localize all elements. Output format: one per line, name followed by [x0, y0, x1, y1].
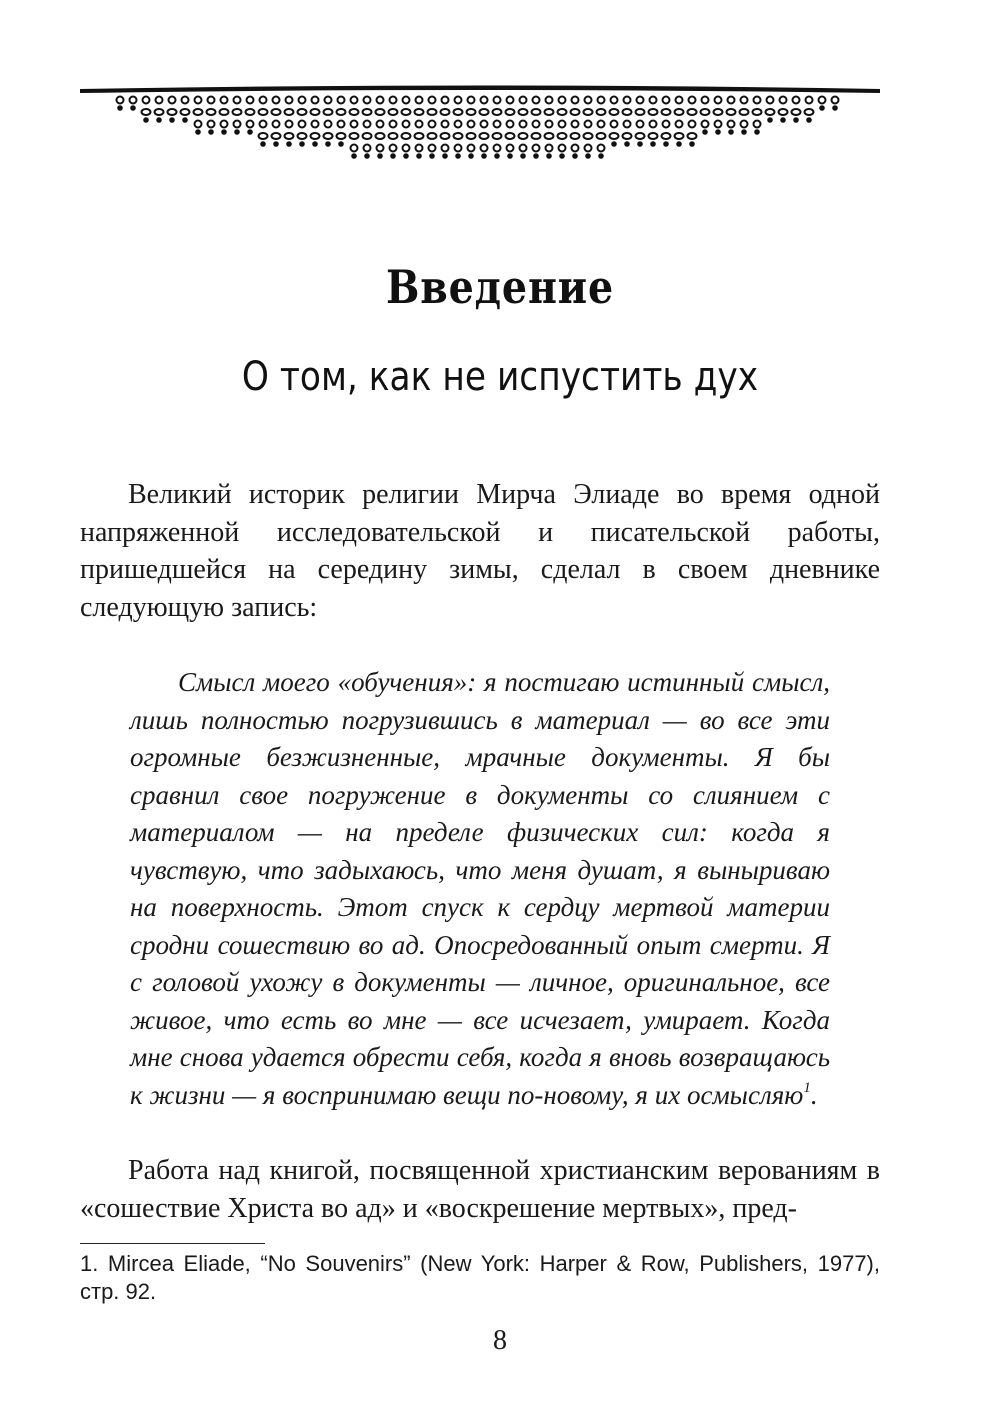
- footnote-divider: [80, 1243, 265, 1244]
- paragraph-intro: [80, 476, 880, 626]
- paragraph-continuation-text: Работа над книгой, посвященной христианским верованиям в «сошествие Христа во ад» и «воскрешение мертвых», пред-: [80, 1155, 880, 1224]
- chapter-subtitle: О том, как не испустить дух: [241, 354, 759, 400]
- block-quote-end: .: [810, 1079, 818, 1110]
- paragraph-continuation: [80, 1152, 880, 1227]
- footnote: 1. Mircea Eliade, “No Souvenirs” (New York: Harper & Row, Publishers, 1977), стр. 92.: [80, 1251, 880, 1304]
- decorative-ornament-icon: [80, 84, 880, 164]
- paragraph-intro-text: Великий историк религии Мирча Элиаде во время одной напряженной исследовательской и писательской работы, пришедшейся на середину зимы, сделал в своем дневнике следующую запись:: [80, 479, 880, 623]
- chapter-title: Введение: [386, 260, 614, 314]
- page-number: 8: [493, 1325, 507, 1356]
- block-quote: [130, 664, 830, 1114]
- block-quote-text: Смысл моего «обучения»: я постигаю истинный смысл, лишь полностью погрузившись в материал — во все эти огромные безжизненные, мрачные документы. Я бы сравнил свое погружение в документы со слиянием с материалом — на пределе физических сил: когда я чувствую, что задыхаюсь, что меня душат, я выныриваю на поверхность. Этот спуск к сердцу мертвой материи сродни сошествию во ад. Опосредованный опыт смерти. Я с головой ухожу в документы — личное, оригинальное, все живое, что есть во мне — все исчезает, умирает. Когда мне снова удается обрести себя, когда я вновь возвращаюсь к жизни — я воспринимаю вещи по-новому, я их осмысляю: [130, 667, 830, 1110]
- footnote-reference[interactable]: 1: [803, 1079, 811, 1096]
- block-quote-paragraph: [130, 664, 830, 1114]
